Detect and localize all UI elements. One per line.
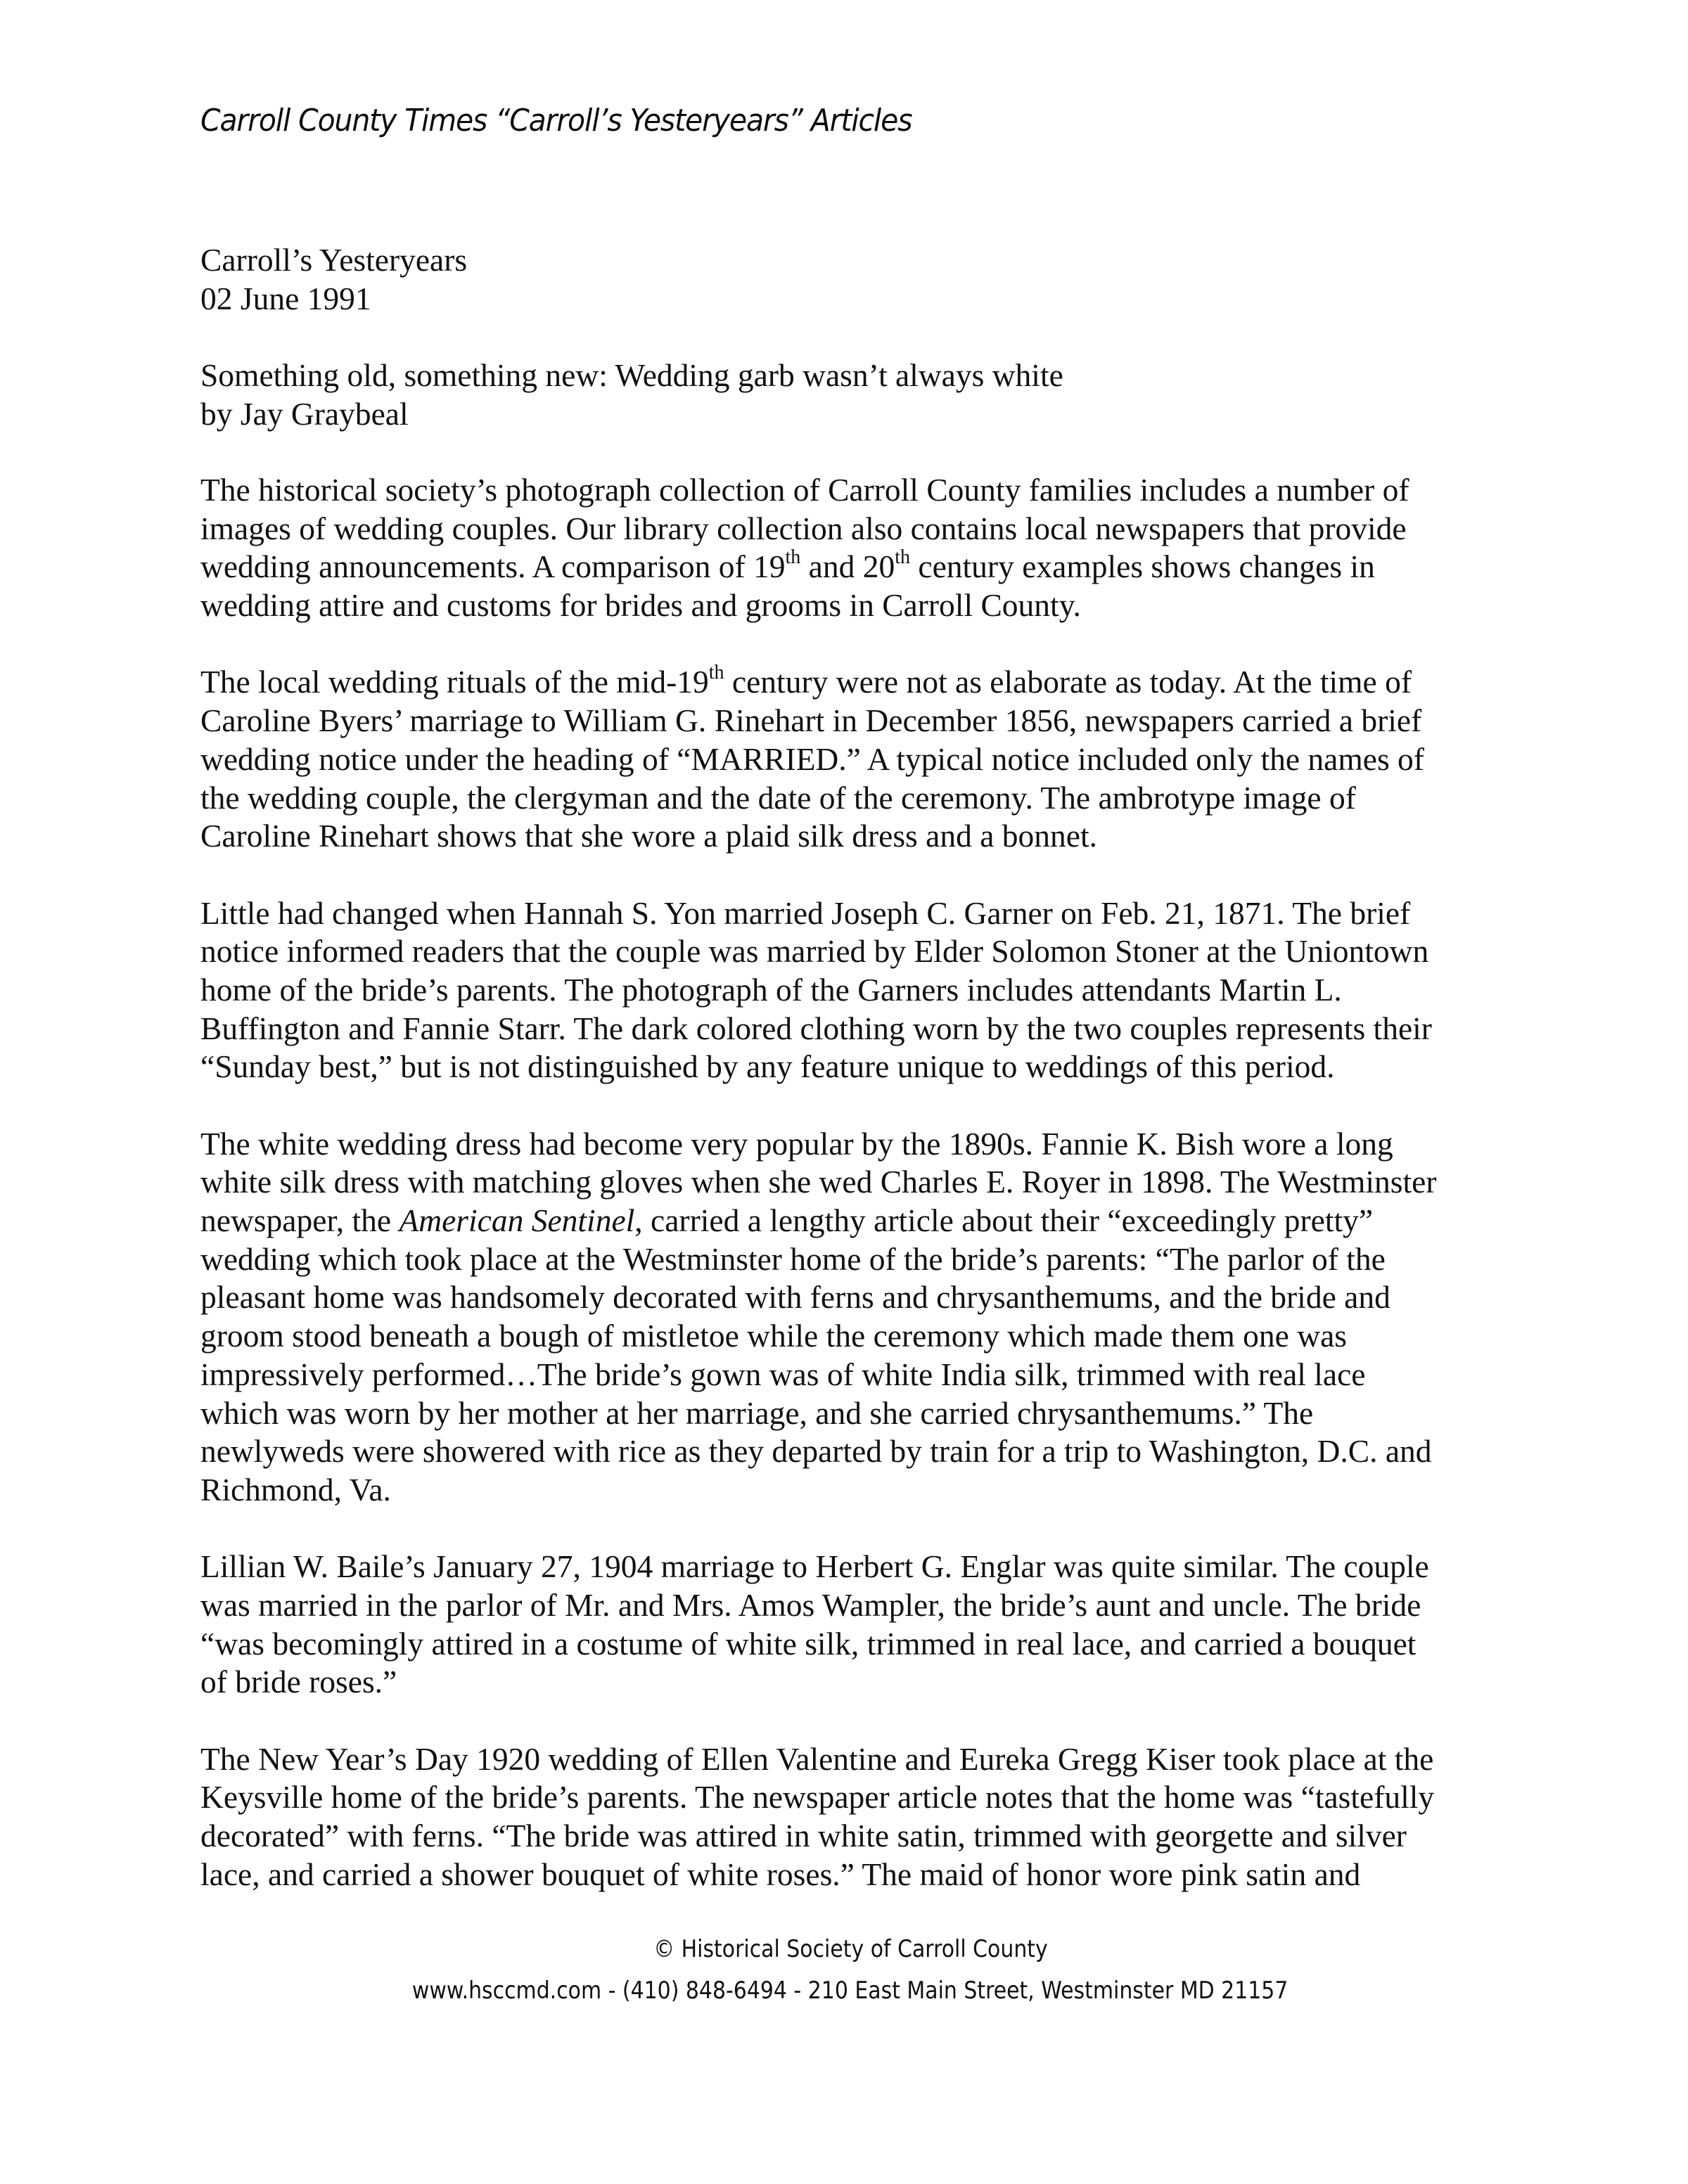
text-run: , carried a lengthy article about their “exceedingly pretty”: [634, 1202, 1374, 1239]
article-heading: [200, 356, 1523, 433]
text-line: Buffington and Fannie Starr. The dark colored clothing worn by the two couples represents their: [200, 1010, 1432, 1046]
text-line: Lillian W. Baile’s January 27, 1904 marriage to Herbert G. Englar was quite similar. The couple: [200, 1548, 1429, 1585]
text-line: the wedding couple, the clergyman and the date of the ceremony. The ambrotype image of: [200, 779, 1356, 816]
paragraph: [200, 663, 1523, 855]
text-line: Caroline Byers’ marriage to William G. Rinehart in December 1856, newspapers carried a brief: [200, 702, 1422, 739]
text-line: The historical society’s photograph collection of Carroll County families includes a number of: [200, 472, 1409, 508]
superscript: th: [785, 546, 801, 569]
text-run: wedding announcements. A comparison of 19: [200, 548, 786, 585]
text-line: of bride roses.”: [200, 1664, 397, 1700]
article-body: [200, 471, 1523, 1932]
text-line: Keysville home of the bride’s parents. The newspaper article notes that the home was “tastefully: [200, 1779, 1435, 1816]
article-date: 02 June 1991: [200, 280, 371, 316]
text-line: home of the bride’s parents. The photograph of the Garners includes attendants Martin L.: [200, 971, 1342, 1008]
text-line: wedding notice under the heading of “MARRIED.” A typical notice included only the names of: [200, 740, 1424, 777]
paragraph: [200, 894, 1523, 1086]
superscript: th: [895, 546, 911, 569]
text-line: wedding which took place at the Westminster home of the bride’s parents: “The parlor of the: [200, 1240, 1386, 1277]
text-line: Little had changed when Hannah S. Yon married Joseph C. Garner on Feb. 21, 1871. The brief: [200, 894, 1411, 931]
footer-contact: [6, 1977, 1688, 2005]
paragraph: [200, 1548, 1523, 1702]
text-line: newlyweds were showered with rice as they departed by train for a trip to Washington, D.C. and: [200, 1433, 1432, 1470]
paragraph: [200, 1125, 1523, 1510]
text-line: pleasant home was handsomely decorated with ferns and chrysanthemums, and the bride and: [200, 1279, 1390, 1316]
copyright-text: © Historical Society of Carroll County: [653, 1935, 1048, 1963]
contact-text: www.hsccmd.com - (410) 848-6494 - 210 East Main Street, Westminster MD 21157: [412, 1977, 1289, 2005]
text-line: impressively performed…The bride’s gown was of white India silk, trimmed with real lace: [200, 1356, 1366, 1392]
text-run: and 20: [800, 548, 895, 585]
paragraph: [200, 1740, 1523, 1894]
text-line: groom stood beneath a bough of mistletoe while the ceremony which made them one was: [200, 1318, 1347, 1354]
text-run: The local wedding rituals of the mid-19: [200, 664, 709, 700]
text-line: [200, 663, 1523, 702]
text-line: was married in the parlor of Mr. and Mrs. Amos Wampler, the bride’s aunt and uncle. The bride: [200, 1586, 1421, 1623]
article-meta: [200, 241, 1523, 318]
text-line: notice informed readers that the couple was married by Elder Solomon Stoner at the Uniontown: [200, 933, 1429, 970]
text-line: lace, and carried a shower bouquet of white roses.” The maid of honor wore pink satin and: [200, 1856, 1361, 1892]
superscript: th: [708, 662, 724, 684]
text-line: white silk dress with matching gloves when she wed Charles E. Royer in 1898. The Westminster: [200, 1164, 1437, 1200]
text-line: “Sunday best,” but is not distinguished by any feature unique to weddings of this period.: [200, 1048, 1335, 1085]
text-line: images of wedding couples. Our library collection also contains local newspapers that provide: [200, 510, 1407, 546]
article-byline: by Jay Graybeal: [200, 395, 409, 432]
text-line: The New Year’s Day 1920 wedding of Ellen Valentine and Eureka Gregg Kiser took place at the: [200, 1740, 1434, 1777]
text-line: Richmond, Va.: [200, 1471, 391, 1508]
footer-copyright: [6, 1935, 1688, 1963]
text-line: wedding attire and customs for brides and grooms in Carroll County.: [200, 587, 1081, 624]
text-line: “was becomingly attired in a costume of white silk, trimmed in real lace, and carried a bouquet: [200, 1625, 1417, 1662]
running-header: Carroll County Times “Carroll’s Yesteryears” Articles: [200, 103, 912, 139]
article-title: Something old, something new: Wedding garb wasn’t always white: [200, 357, 1063, 393]
text-run: century examples shows changes in: [910, 548, 1375, 585]
newspaper-name: American Sentinel: [399, 1202, 635, 1239]
text-line: Caroline Rinehart shows that she wore a plaid silk dress and a bonnet.: [200, 818, 1097, 854]
text-line: [200, 548, 1523, 586]
text-line: decorated” with ferns. “The bride was attired in white satin, trimmed with georgette and silver: [200, 1818, 1407, 1854]
text-run: century were not as elaborate as today. At the time of: [724, 664, 1412, 700]
text-run: newspaper, the: [200, 1202, 399, 1239]
paragraph: [200, 471, 1523, 625]
text-line: [200, 1202, 1523, 1240]
text-line: which was worn by her mother at her marriage, and she carried chrysanthemums.” The: [200, 1394, 1314, 1431]
column-name: Carroll’s Yesteryears: [200, 242, 468, 278]
text-line: The white wedding dress had become very popular by the 1890s. Fannie K. Bish wore a long: [200, 1125, 1393, 1162]
